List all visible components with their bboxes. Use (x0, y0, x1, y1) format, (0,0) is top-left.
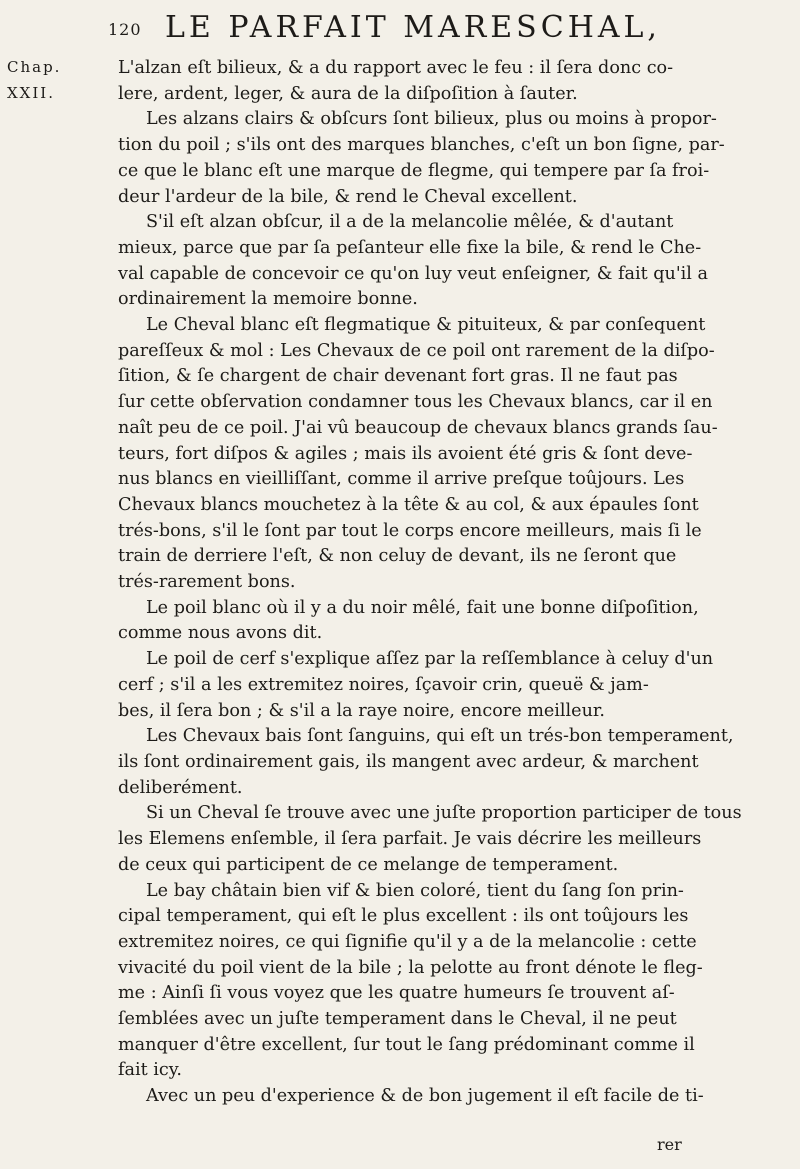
chapter-number: XXII. (7, 84, 55, 102)
text-line: lere, ardent, leger, & aura de la diſpoſition à ſauter. (118, 83, 578, 104)
text-line: bes, il ſera bon ; & s'il a la raye noire, encore meilleur. (118, 700, 605, 721)
text-line: L'alzan eſt bilieux, & a du rapport avec le feu : il ſera donc co- (118, 58, 674, 78)
text-line: comme nous avons dit. (118, 623, 323, 644)
text-line: ſemblées avec un juſte temperament dans le Cheval, il ne peut (118, 1009, 677, 1030)
text-line: les Elemens enſemble, il ſera parfait. Je vais décrire les meilleurs (118, 829, 702, 850)
text-line: ce que le blanc eſt une marque de flegme, qui tempere par ſa froi- (118, 160, 710, 181)
text-line: ordinairement la memoire bonne. (118, 289, 418, 310)
text-line: naît peu de ce poil. J'ai vû beaucoup de chevaux blancs grands ſau- (118, 417, 718, 438)
text-line: pareſſeux & mol : Les Chevaux de ce poil ont rarement de la diſpo- (118, 340, 715, 361)
text-line: cipal temperament, qui eſt le plus excellent : ils ont toûjours les (118, 906, 689, 927)
text-line: Le poil de cerf s'explique aſſez par la reſſemblance à celuy d'un (146, 649, 714, 670)
text-line: trés-rarement bons. (118, 572, 296, 593)
text-line: me : Ainſi ſi vous voyez que les quatre humeurs ſe trouvent aſ- (118, 983, 675, 1004)
text-line: Si un Cheval ſe trouve avec une juſte proportion participer de tous (146, 803, 742, 824)
text-line: Le bay châtain bien vif & bien coloré, tient du ſang ſon prin- (146, 880, 684, 901)
chapter-label: Chap. (7, 58, 62, 76)
text-line: Les alzans clairs & obſcurs ſont bilieux, plus ou moins à propor- (146, 109, 717, 130)
page-number: 120 (108, 20, 142, 39)
running-title: LE PARFAIT MARESCHAL, (165, 10, 661, 45)
text-line: S'il eſt alzan obſcur, il a de la melancolie mêlée, & d'autant (146, 212, 674, 233)
text-line: extremitez noires, ce qui ſignifie qu'il y a de la melancolie : cette (118, 931, 697, 952)
text-line: deur l'ardeur de la bile, & rend le Cheval excellent. (118, 186, 578, 207)
text-line: val capable de concevoir ce qu'on luy veut enſeigner, & fait qu'il a (118, 263, 709, 284)
text-line: manquer d'être excellent, ſur tout le ſang prédominant comme il (118, 1034, 695, 1055)
text-line: trés-bons, s'il le ſont par tout le corps encore meilleurs, mais ſi le (118, 520, 702, 541)
body-text (118, 56, 742, 1110)
text-line: Chevaux blancs mouchetez à la tête & au col, & aux épaules ſont (118, 494, 699, 515)
text-line: cerf ; s'il a les extremitez noires, ſçavoir crin, queuë & jam- (118, 674, 649, 695)
text-line: Le poil blanc où il y a du noir mêlé, fait une bonne diſpoſition, (146, 597, 699, 618)
catchword: rer (657, 1135, 682, 1154)
text-line: Avec un peu d'experience & de bon jugement il eſt facile de ti- (146, 1086, 704, 1107)
text-line: mieux, parce que par ſa peſanteur elle fixe la bile, & rend le Che- (118, 237, 702, 258)
text-line: ſition, & ſe chargent de chair devenant fort gras. Il ne faut pas (118, 366, 678, 387)
text-line: fait icy. (118, 1060, 182, 1081)
text-line: train de derriere l'eſt, & non celuy de devant, ils ne ſeront que (118, 546, 677, 567)
text-line: deliberément. (118, 777, 243, 798)
text-line: Le Cheval blanc eſt flegmatique & pituiteux, & par conſequent (146, 315, 706, 336)
text-line: ils ſont ordinairement gais, ils mangent avec ardeur, & marchent (118, 751, 699, 772)
text-line: nus blancs en vieilliſſant, comme il arrive preſque toûjours. Les (118, 469, 685, 490)
text-line: tion du poil ; s'ils ont des marques blanches, c'eſt un bon ſigne, par- (118, 135, 725, 156)
text-line: teurs, fort diſpos & agiles ; mais ils avoient été gris & ſont deve- (118, 443, 693, 464)
text-line: vivacité du poil vient de la bile ; la pelotte au front dénote le fleg- (118, 957, 703, 978)
text-line: de ceux qui participent de ce melange de temperament. (118, 854, 619, 875)
text-line: Les Chevaux bais ſont ſanguins, qui eſt un trés-bon temperament, (146, 726, 734, 747)
text-line: ſur cette obſervation condamner tous les Chevaux blancs, car il en (118, 392, 713, 413)
